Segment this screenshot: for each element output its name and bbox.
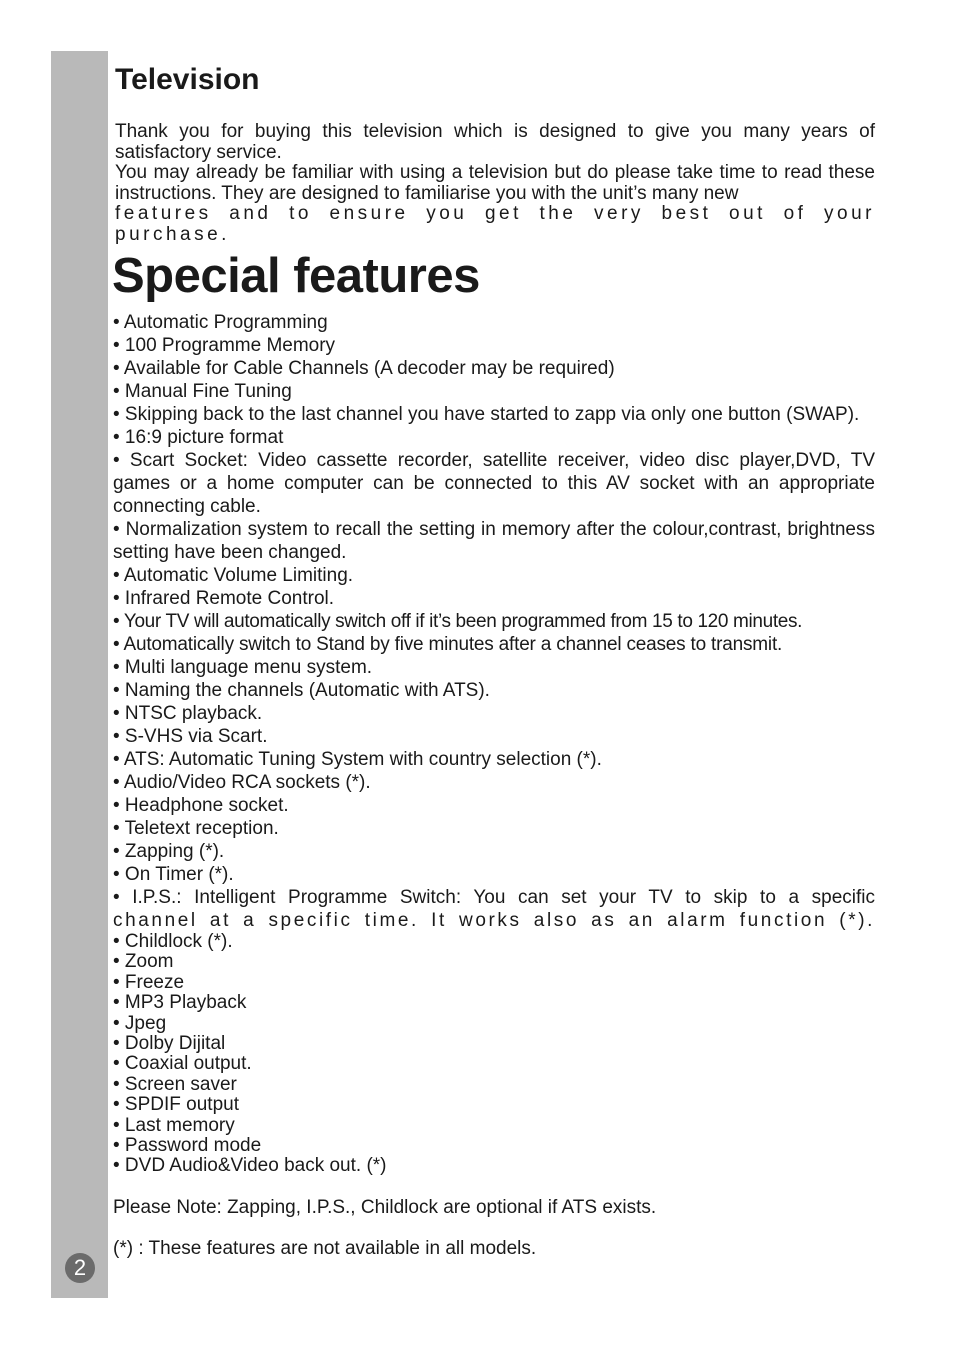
feature-item: • Zoom xyxy=(113,951,174,973)
intro-text xyxy=(115,122,875,245)
feature-item: • SPDIF output xyxy=(113,1094,239,1116)
feature-item: • Screen saver xyxy=(113,1073,237,1095)
feature-item: • MP3 Playback xyxy=(113,992,247,1014)
feature-item: • Childlock (*). xyxy=(113,931,233,952)
feature-item: • Coaxial output. xyxy=(113,1053,252,1075)
page-title: Special features xyxy=(112,249,480,303)
feature-item: • NTSC playback. xyxy=(113,703,263,724)
page-side-bar xyxy=(51,51,108,1298)
feature-item: • Skipping back to the last channel you have started to zapp via only one button (SWAP). xyxy=(113,404,860,425)
intro-paragraph: You may already be familiar with using a television but do please take time to read these instructions. They are designed to familiarise you with the unit’s many new xyxy=(115,162,875,204)
intro-paragraph: features and to ensure you get the very best out of your purchase. xyxy=(115,203,875,245)
feature-item: • Automatically switch to Stand by five minutes after a channel ceases to transmit. xyxy=(113,634,783,655)
feature-item: • Infrared Remote Control. xyxy=(113,588,335,609)
feature-item: • On Timer (*). xyxy=(113,864,234,885)
feature-item: • Your TV will automatically switch off if it’s been programmed from 15 to 120 minutes. xyxy=(113,611,803,632)
feature-item: • Scart Socket: Video cassette recorder, satellite receiver, video disc player,DVD, TV games or a home computer can be connected to this AV socket with an appropriate connecting cable. xyxy=(113,450,875,517)
feature-item: • Audio/Video RCA sockets (*). xyxy=(113,772,371,793)
feature-item: • I.P.S.: Intelligent Programme Switch: You can set your TV to skip to a specific xyxy=(113,887,875,908)
feature-item: channel at a specific time. It works also as an alarm function (*). xyxy=(113,910,875,931)
page-content xyxy=(113,60,875,1260)
feature-item: • ATS: Automatic Tuning System with country selection (*). xyxy=(113,749,602,770)
feature-item: • S-VHS via Scart. xyxy=(113,726,268,747)
feature-item: • Automatic Volume Limiting. xyxy=(113,565,354,586)
feature-item: • Manual Fine Tuning xyxy=(113,381,292,402)
feature-item: • Dolby Dijital xyxy=(113,1033,226,1055)
feature-item: • Multi language menu system. xyxy=(113,657,373,678)
footnote-text: (*) : These features are not available in all models. xyxy=(113,1237,537,1259)
feature-item: • Teletext reception. xyxy=(113,818,279,839)
feature-item: • Available for Cable Channels (A decoder may be required) xyxy=(113,358,615,379)
section-title: Television xyxy=(115,63,260,96)
feature-item: • Normalization system to recall the setting in memory after the colour,contrast, brightness setting have been changed. xyxy=(113,519,875,563)
feature-item: • 100 Programme Memory xyxy=(113,335,336,356)
feature-item: • Freeze xyxy=(113,971,185,993)
feature-item: • DVD Audio&Video back out. (*) xyxy=(113,1155,387,1177)
feature-item: • Password mode xyxy=(113,1135,262,1157)
feature-item: • 16:9 picture format xyxy=(113,427,284,448)
feature-item: • Headphone socket. xyxy=(113,795,289,816)
feature-item: • Naming the channels (Automatic with ATS). xyxy=(113,680,490,701)
page-number: 2 xyxy=(65,1253,95,1283)
feature-item: • Zapping (*). xyxy=(113,841,225,862)
features-list xyxy=(113,311,875,1177)
feature-item: • Automatic Programming xyxy=(113,312,328,333)
feature-item: • Jpeg xyxy=(113,1012,167,1034)
intro-paragraph: Thank you for buying this television which is designed to give you many years of satisfactory service. xyxy=(115,121,875,163)
feature-item: • Last memory xyxy=(113,1114,235,1136)
note-text: Please Note: Zapping, I.P.S., Childlock are optional if ATS exists. xyxy=(113,1196,657,1218)
